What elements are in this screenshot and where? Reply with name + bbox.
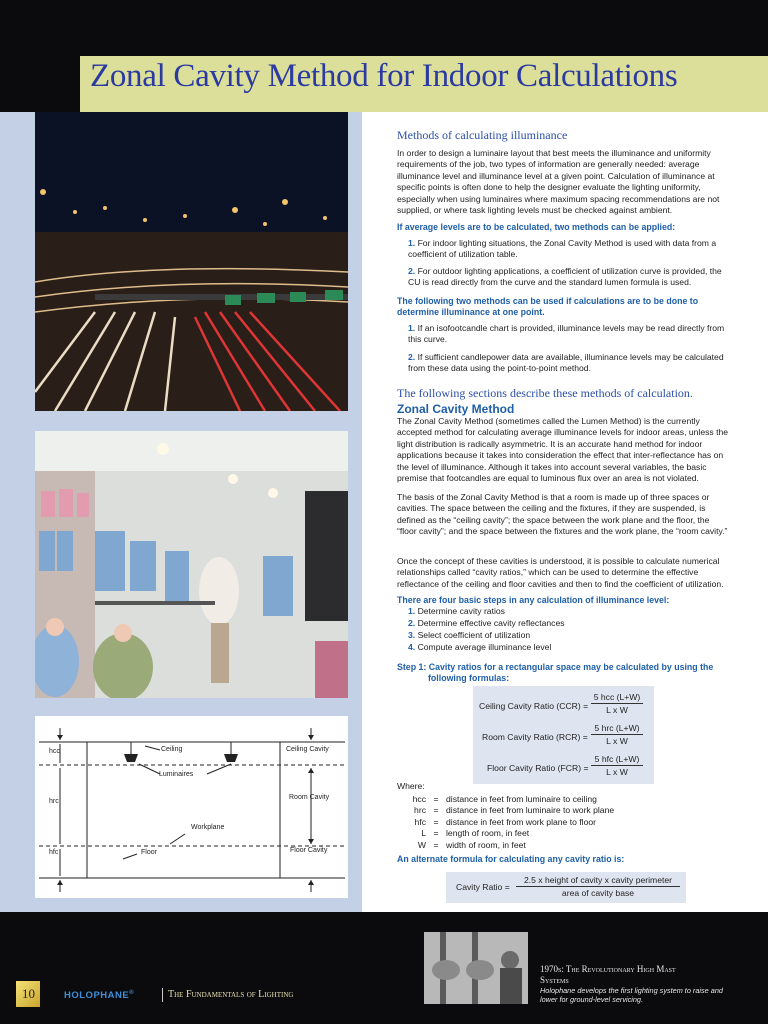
average-item-1-num: 1.: [408, 238, 416, 248]
point-item-2: [408, 352, 730, 375]
def-l-eq: =: [433, 828, 439, 839]
label-hrc: hrc: [49, 798, 59, 805]
steps-heading: There are four basic steps in any calculation of illuminance level:: [397, 595, 670, 605]
average-item-1-text: For indoor lighting situations, the Zonal Cavity Method is used with data from a coefficient of utilization table.: [408, 238, 717, 260]
def-hrc-text: distance in feet from luminaire to work plane: [446, 805, 615, 816]
def-l-text: length of room, in feet: [446, 828, 530, 839]
def-hrc-eq: =: [433, 805, 439, 816]
highway-illustration: [35, 112, 348, 411]
point-item-1-num: 1.: [408, 323, 416, 333]
step-1-num: 1.: [408, 606, 416, 616]
average-item-2-text: For outdoor lighting applications, a coefficient of utilization curve is provided, the CU is read directly from the curve and the standard lumen formula is used.: [408, 266, 722, 288]
book-title: The Fundamentals of Lighting: [168, 989, 294, 1000]
brand-logo: [64, 990, 134, 1001]
point-item-2-num: 2.: [408, 352, 416, 362]
formulas-box: [473, 686, 654, 784]
step-2-num: 2.: [408, 618, 416, 628]
caption-title: [540, 964, 676, 986]
zonal-heading: Zonal Cavity Method: [397, 402, 515, 416]
step1-heading-line1: Step 1: Cavity ratios for a rectangular space may be calculated by using the: [397, 662, 714, 672]
def-hfc: [408, 817, 738, 828]
def-w-symbol: W: [417, 839, 426, 850]
formula-rcr-label: Room Cavity Ratio (RCR) =: [482, 732, 588, 742]
step-3-num: 3.: [408, 630, 416, 640]
label-floor: Floor: [141, 849, 157, 856]
point-item-2-text: If sufficient candlepower data are available, illuminance levels may be calculated from these data using the point-to-point method.: [408, 352, 724, 374]
label-room-cavity: Room Cavity: [289, 794, 330, 801]
page-title: Zonal Cavity Method for Indoor Calculations: [90, 58, 678, 94]
average-item-2: [408, 266, 730, 289]
page-number: 10: [22, 986, 35, 1001]
def-w-text: width of room, in feet: [446, 839, 526, 850]
def-hfc-eq: =: [433, 816, 439, 827]
alt-formula-label: Cavity Ratio =: [456, 882, 510, 892]
step-4: [408, 642, 551, 653]
formula-rcr-fraction: [591, 723, 643, 746]
step-3: [408, 630, 530, 641]
def-w: [408, 840, 738, 851]
label-ceiling-cavity: Ceiling Cavity: [286, 746, 329, 753]
average-item-2-num: 2.: [408, 266, 416, 276]
alt-formula-numerator: 2.5 x height of cavity x cavity perimeter: [516, 875, 680, 887]
step-2-text: Determine effective cavity reflectances: [417, 618, 565, 628]
step-1: [408, 606, 505, 617]
alt-formula-fraction: [516, 875, 680, 898]
label-luminaires: Luminaires: [159, 771, 194, 778]
footer-divider: [162, 988, 163, 1002]
formula-fcr-fraction: [591, 754, 643, 777]
alt-heading: An alternate formula for calculating any cavity ratio is:: [397, 854, 625, 864]
def-w-eq: =: [433, 839, 439, 850]
caption-title-line2: Systems: [540, 975, 569, 985]
formula-rcr-denominator: L x W: [606, 736, 628, 746]
store-illustration: [35, 431, 348, 698]
high-mast-photo: [424, 932, 528, 1004]
formula-ccr-denominator: L x W: [606, 705, 628, 715]
def-hrc-symbol: hrc: [414, 805, 426, 816]
step-2: [408, 618, 565, 629]
average-item-1: [408, 238, 730, 261]
alt-formula-denominator: area of cavity base: [561, 888, 635, 898]
cavity-diagram: [35, 716, 348, 898]
point-item-1-text: If an isofootcandle chart is provided, illuminance levels may be read directly from this curve.: [408, 323, 725, 345]
point-item-1: [408, 323, 730, 346]
step-1-text: Determine cavity ratios: [417, 606, 505, 616]
def-hrc: [408, 805, 738, 816]
zonal-paragraph-1: The Zonal Cavity Method (sometimes called the Lumen Method) is the currently accepted method for calculating average illuminance levels for indoor areas, unless the light distribution is radically asymmetric. It is an accurate hand method for indoor applications because it takes into consideration the effect that inter-reflectance has on the level of illuminance. Although it takes into account several variables, the basic premise that footcandles are equal to luminous flux over an area is not violated.: [397, 416, 729, 484]
brand-name: HOLOPHANE: [64, 990, 130, 1001]
label-hcc: hcc: [49, 748, 60, 755]
methods-intro: In order to design a luminaire layout that best meets the illuminance and uniformity requirements of the job, two types of information are generally needed: average illuminance level and illuminance level at a given point. Calculation of illuminance at specific points is often done to help the designer evaluate the lighting uniformity, especially when using luminaires where maximum spacing recommendations are not supplied, or where task lighting levels must be checked against ambient.: [397, 148, 720, 216]
step-3-text: Select coefficient of utilization: [417, 630, 531, 640]
methods-heading: Methods of calculating illuminance: [397, 128, 568, 142]
label-floor-cavity: Floor Cavity: [290, 847, 328, 854]
formula-ccr-fraction: [591, 692, 643, 715]
brand-mark: ®: [129, 990, 135, 996]
zonal-paragraph-3: Once the concept of these cavities is understood, it is possible to calculate numerical relationships called “cavity ratios,” which can be used to determine the effective reflectance of the ceiling and floor cavities and then to find the coefficient of utilization.: [397, 556, 724, 589]
step1-heading-line2: following formulas:: [428, 673, 510, 683]
def-hcc-text: distance in feet from luminaire to ceiling: [446, 794, 597, 804]
def-hcc: [408, 794, 738, 805]
average-heading: If average levels are to be calculated, two methods can be applied:: [397, 222, 676, 232]
label-hfc: hfc: [49, 849, 59, 856]
step-4-text: Compute average illuminance level: [417, 642, 552, 652]
caption-title-line1: 1970s: The Revolutionary High Mast: [540, 964, 676, 974]
sections-heading: The following sections describe these methods of calculation.: [397, 386, 693, 400]
formula-fcr-label: Floor Cavity Ratio (FCR) =: [487, 763, 589, 773]
label-workplane: Workplane: [191, 824, 225, 831]
retail-store-photo: [35, 431, 348, 698]
def-l-symbol: L: [421, 828, 426, 839]
def-hcc-eq: =: [433, 794, 439, 804]
formula-ccr-label: Ceiling Cavity Ratio (CCR) =: [479, 701, 589, 711]
def-hcc-symbol: hcc: [412, 794, 426, 804]
formula-rcr-numerator: 5 hrc (L+W): [591, 723, 643, 735]
formula-fcr-denominator: L x W: [606, 767, 628, 777]
where-label: Where:: [397, 781, 425, 791]
cavity-diagram-drawing: [35, 716, 348, 898]
formula-fcr-numerator: 5 hfc (L+W): [591, 754, 643, 766]
step-4-num: 4.: [408, 642, 416, 652]
zonal-paragraph-2: The basis of the Zonal Cavity Method is that a room is made up of three spaces or cavities. The space between the ceiling and the fixtures, if they are suspended, is defined as the “ceiling cavity”; the space between the work plane and the floor, the “floor cavity”; and the space between the fixtures and the work plane, the “room cavity.”: [397, 492, 728, 537]
highway-night-photo: [35, 112, 348, 411]
where-defs: [408, 794, 738, 851]
point-heading: The following two methods can be used if calculations are to be done to determine illuminance at one point.: [397, 296, 699, 318]
def-hfc-symbol: hfc: [414, 816, 426, 827]
label-ceiling: Ceiling: [161, 746, 183, 753]
def-hfc-text: distance in feet from work plane to floor: [446, 816, 596, 827]
high-mast-illustration: [424, 932, 528, 1004]
def-l: [408, 828, 738, 839]
formula-ccr-numerator: 5 hcc (L+W): [591, 692, 643, 704]
caption-text: Holophane develops the first lighting system to raise and lower for ground-level servicing.: [540, 986, 723, 1004]
alt-formula-box: [446, 872, 686, 903]
